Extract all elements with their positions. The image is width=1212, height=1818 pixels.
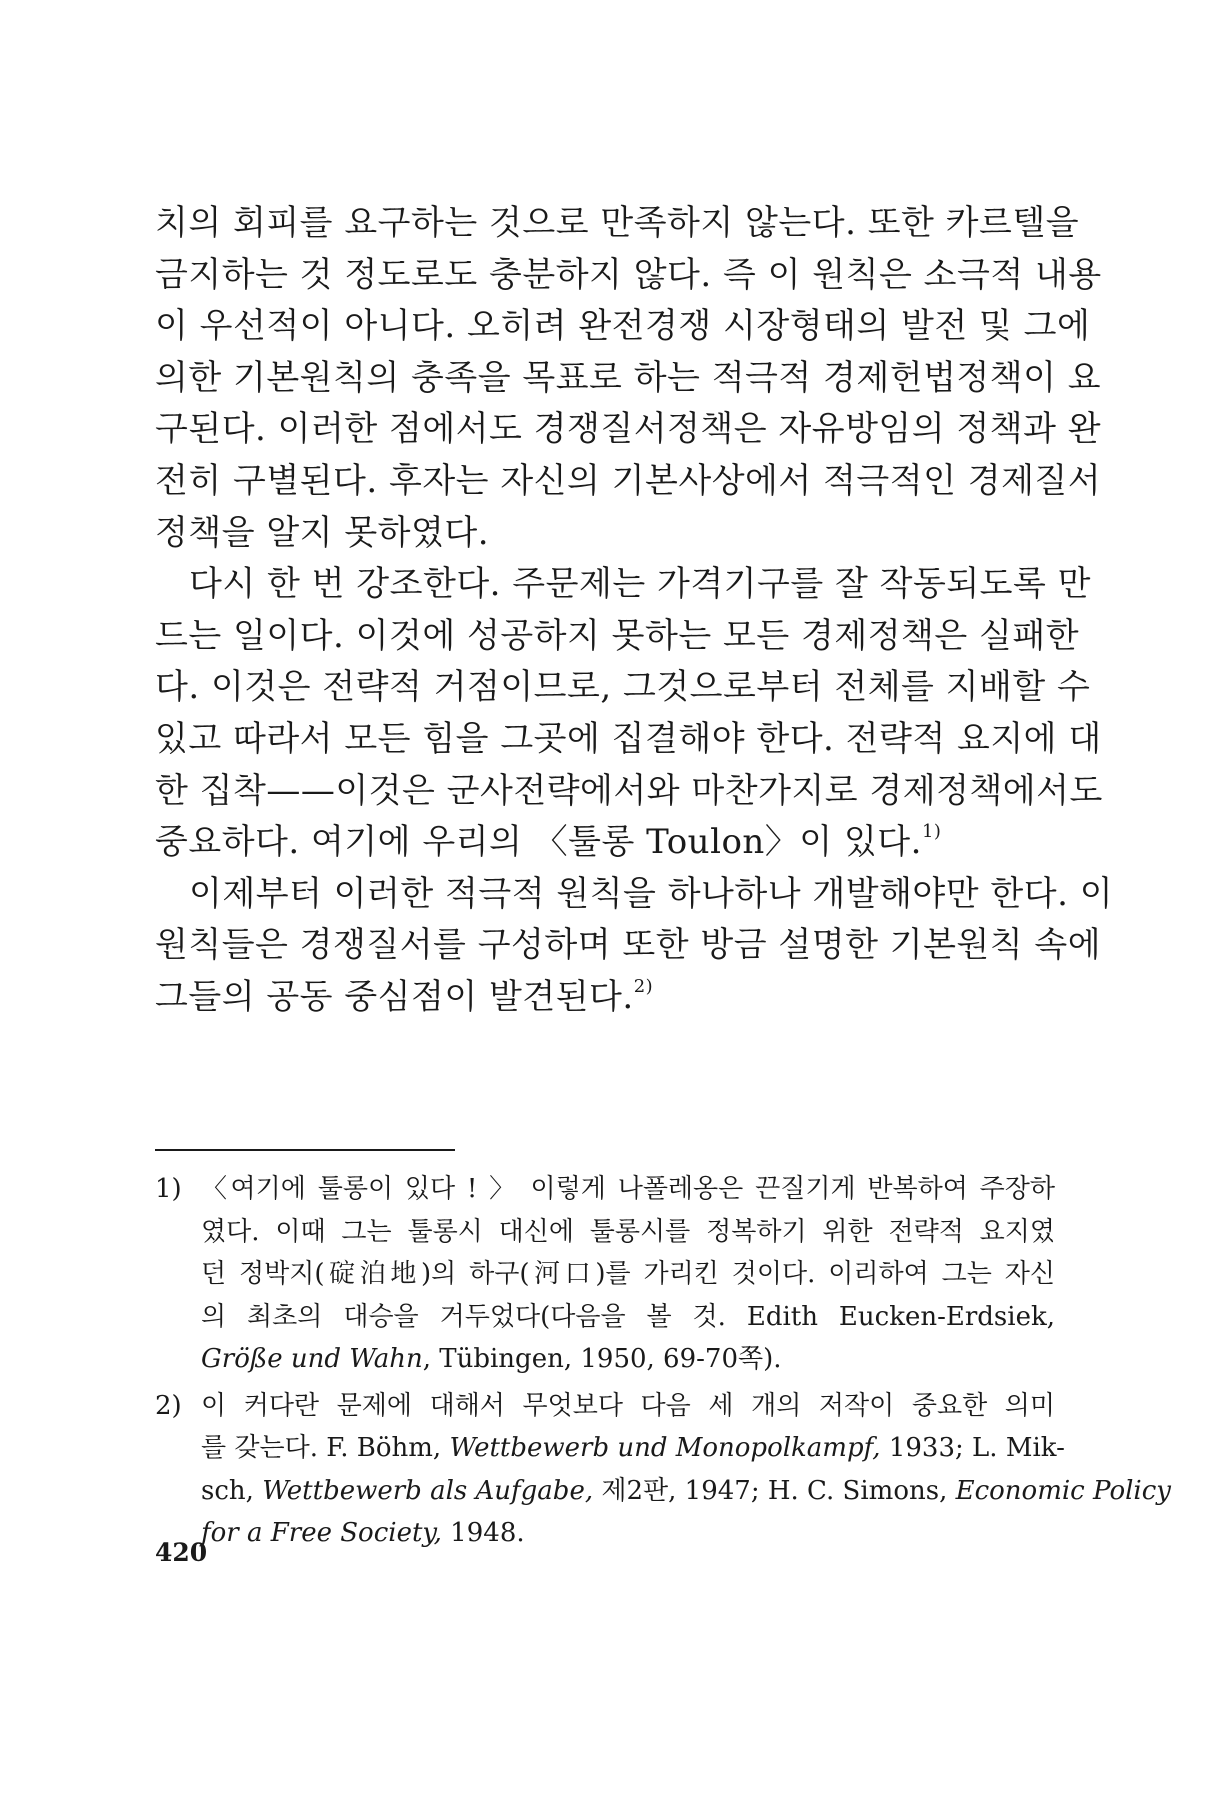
citation-text: 1948.	[441, 1518, 525, 1548]
text-line: 드는 일이다. 이것에 성공하지 못하는 모든 경제정책은 실패한	[155, 615, 1080, 656]
citation-text: 1933; L. Mik-	[880, 1433, 1065, 1463]
text-line-with-note	[155, 817, 1055, 869]
text-line: 이제부터 이러한 적극적 원칙을 하나하나 개발해야만 한다. 이	[189, 873, 1114, 914]
book-title: Wettbewerb und Monopolkampf,	[449, 1433, 881, 1463]
book-title: Wettbewerb als Aufgabe,	[262, 1475, 594, 1506]
text-line: 금지하는 것 정도로도 충분하지 않다. 즉 이 원칙은 소극적 내용	[155, 254, 1102, 295]
footnote-line: 이 커다란 문제에 대해서 무엇보다 다음 세 개의 저작이 중요한 의미	[201, 1390, 1055, 1421]
text-line-with-note	[155, 972, 1055, 1024]
text-line: 치의 회피를 요구하는 것으로 만족하지 않는다. 또한 카르텔을	[155, 203, 1080, 243]
footnote-line: 의 최초의 대승을 거두었다(다음을 볼 것. Edith Eucken-Erdsiek,	[201, 1301, 1055, 1332]
footnote-1	[155, 1168, 1055, 1381]
citation-text: sch,	[201, 1475, 263, 1506]
footnote-line: 〈여기에 툴롱이 있다 ! 〉 이렇게 나폴레옹은 끈질기게 반복하여 주장하	[201, 1174, 1055, 1204]
footnote-line	[201, 1470, 1171, 1513]
text-line: 구된다. 이러한 점에서도 경쟁질서정책은 자유방임의 정책과 완	[155, 409, 1102, 450]
paragraph-1	[155, 198, 1102, 559]
citation-text: 제2판, 1947; H. C. Simons,	[593, 1475, 956, 1506]
footnote-number: 1)	[155, 1174, 182, 1204]
text-line: 의한 기본원칙의 충족을 목표로 하는 적극적 경제헌법정책이 요	[155, 357, 1102, 398]
text-line: 있고 따라서 모든 힘을 그곳에 집결해야 한다. 전략적 요지에 대	[155, 718, 1102, 759]
footnote-line: 던 정박지(碇泊地)의 하구(河口)를 가리킨 것이다. 이리하여 그는 자신	[201, 1259, 1055, 1289]
text-line: 한 집착——이것은 군사전략에서와 마찬가지로 경제정책에서도	[155, 770, 1103, 811]
footnote-2	[155, 1385, 1171, 1555]
paragraph-3	[155, 869, 1114, 1024]
citation-text: 를 갖는다. F. Böhm,	[201, 1433, 450, 1463]
text-line: 전히 구별된다. 후자는 자신의 기본사상에서 적극적인 경제질서	[155, 460, 1102, 501]
paragraph-2	[155, 559, 1103, 869]
text-line: 그들의 공동 중심점이 발견된다.	[155, 976, 634, 1017]
footnote-line	[201, 1512, 1055, 1555]
body-text	[155, 198, 1114, 1024]
footnote-line	[201, 1427, 1065, 1470]
citation-detail: , Tübingen, 1950, 69-70쪽).	[422, 1344, 782, 1374]
footnote-rule	[155, 1149, 455, 1151]
footnote-line: 였다. 이때 그는 툴롱시 대신에 툴롱시를 정복하기 위한 전략적 요지였	[201, 1216, 1055, 1247]
text-line: 이 우선적이 아니다. 오히려 완전경쟁 시장형태의 발전 및 그에	[155, 306, 1091, 347]
footnote-ref-1: 1)	[921, 821, 942, 843]
page-number: 420	[155, 1538, 208, 1567]
footnote-ref-2: 2)	[633, 975, 654, 997]
text-line: 다. 이것은 전략적 거점이므로, 그것으로부터 전체를 지배할 수	[155, 667, 1091, 708]
book-title: for a Free Society,	[201, 1518, 442, 1548]
text-line: 원칙들은 경쟁질서를 구성하며 또한 방금 설명한 기본원칙 속에	[155, 925, 1102, 966]
footnote-line	[201, 1338, 1055, 1381]
book-title: Economic Policy	[955, 1475, 1171, 1506]
text-line: 정책을 알지 못하였다.	[155, 512, 490, 553]
footnote-number: 2)	[155, 1390, 182, 1421]
text-line: 다시 한 번 강조한다. 주문제는 가격기구를 잘 작동되도록 만	[189, 564, 1092, 605]
footnotes	[155, 1168, 1171, 1559]
book-title: Größe und Wahn	[201, 1344, 423, 1374]
text-line: 중요하다. 여기에 우리의 〈툴롱 Toulon〉이 있다.	[155, 822, 922, 863]
